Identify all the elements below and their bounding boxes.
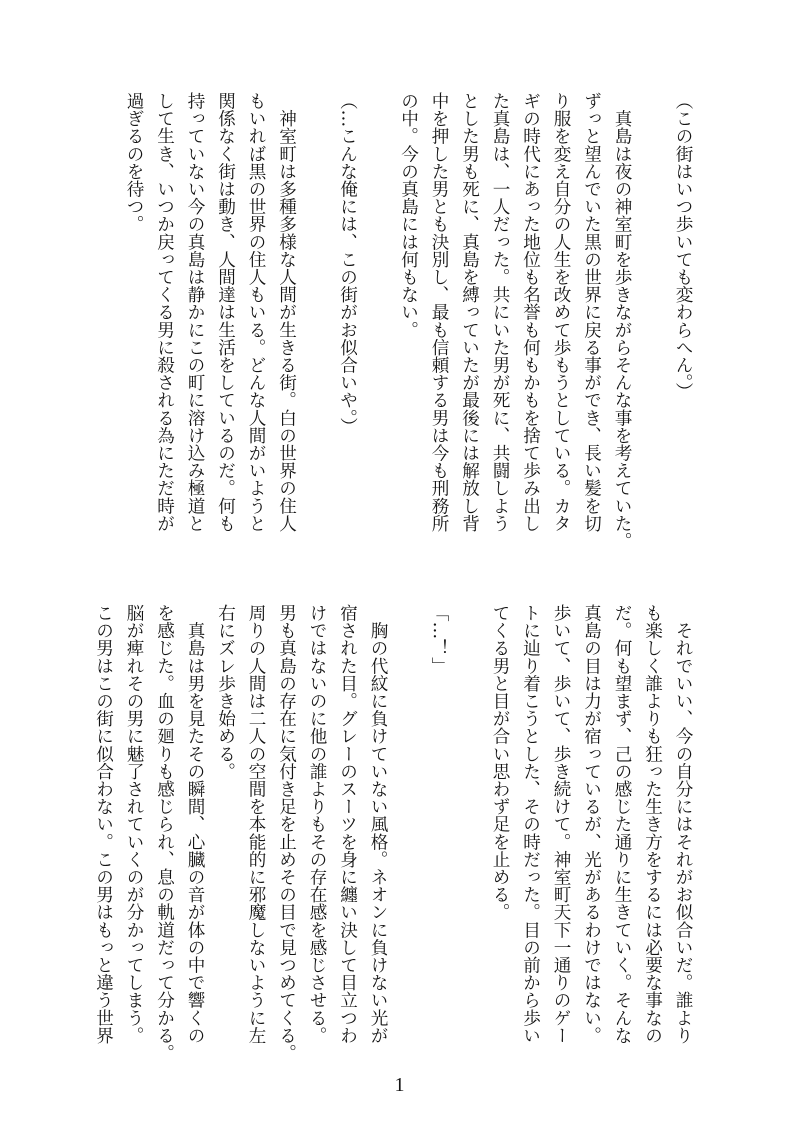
text-line: の中。今の真島には何もない。 bbox=[398, 92, 419, 339]
text-line: ギの時代にあった地位も名誉も何もかもを捨て歩み出し bbox=[520, 92, 541, 532]
upper-tier bbox=[88, 92, 698, 550]
text-line: 過ぎるのを待つ。 bbox=[124, 92, 144, 233]
dialogue-line: 「…！」 bbox=[429, 604, 449, 675]
inner-monologue: （この街はいつ歩いても変わらへん。） bbox=[673, 92, 693, 400]
text-line: も楽しく誰よりも狂った生き方をするには必要な事なの bbox=[642, 604, 663, 1044]
text-line: を感じた。血の廻りも感じられ、息の軌道だって分かる。 bbox=[154, 604, 175, 1062]
paragraph bbox=[88, 604, 210, 1062]
text-line: 神室町は多種多様な人間が生きる街。白の世界の住人 bbox=[276, 92, 297, 532]
text-line: てくる男と目が合い思わず足を止める。 bbox=[490, 604, 510, 921]
page-number: 1 bbox=[394, 1074, 405, 1096]
text-line: ずっと望んでいた黒の世界に戻る事ができ、長い髪を切 bbox=[581, 92, 602, 532]
text-line: 関係なく街は動き、人間達は生活をしているのだ。何も bbox=[215, 92, 236, 532]
text-line: だ。何も望まず、己の感じた通りに生きていく。そんな bbox=[612, 604, 632, 1044]
text-line: 脳が痺れその男に魅了されていくのが分かってしまう。 bbox=[124, 604, 144, 1044]
paragraph bbox=[210, 604, 393, 1062]
text-line: 右にズレ歩き始める。 bbox=[215, 604, 236, 780]
text-line: 胸の代紋に負けていない風格。ネオンに負けない光が bbox=[368, 604, 388, 1044]
text-line: 真島の目は力が宿っているが、光があるわけではない。 bbox=[581, 604, 602, 1044]
text-line: 真島は男を見たその瞬間、心臓の音が体の中で響くの bbox=[185, 604, 205, 1044]
text-line: 持っていない今の真島は静かにこの町に溶け込み極道と bbox=[185, 92, 205, 532]
paragraph bbox=[119, 92, 302, 532]
text-line: それでいい、今の自分にはそれがお似合いだ。誰より bbox=[673, 604, 693, 1044]
text-line: けではないのに他の誰よりもその存在感を感じさせる。 bbox=[307, 604, 327, 1044]
blank-line bbox=[637, 92, 668, 532]
lower-tier bbox=[88, 604, 698, 1062]
paragraph bbox=[485, 604, 699, 1044]
text-line: り服を変え自分の人生を改めて歩もうとしている。カタ bbox=[551, 92, 571, 532]
text-line: 男も真島の存在に気付き足を止めその目で見つめてくる。 bbox=[276, 604, 297, 1062]
text-line: 周りの人間は二人の空間を本能的に邪魔しないように左 bbox=[246, 604, 266, 1044]
text-line: た真島は、一人だった。共にいた男が死に、共闘しよう bbox=[490, 92, 510, 532]
text-line: 中を押した男とも決別し、最も信頼する男は今も刑務所 bbox=[429, 92, 449, 532]
blank-line bbox=[302, 92, 333, 532]
inner-monologue: （…こんな俺には、この街がお似合いや。） bbox=[337, 92, 358, 436]
blank-line bbox=[393, 604, 424, 1044]
text-line: もいれば黒の世界の住人もいる。どんな人間がいようと bbox=[246, 92, 266, 532]
text-line: 宿された目。グレーのスーツを身に纏い決して目立つわ bbox=[337, 604, 358, 1044]
blank-line bbox=[363, 92, 394, 532]
text-line: 真島は夜の神室町を歩きながらそんな事を考えていた。 bbox=[612, 92, 632, 550]
text-line: 歩いて、歩いて、歩き続けて。神室町天下一通りのゲー bbox=[551, 604, 571, 1044]
blank-line bbox=[454, 604, 485, 1044]
paragraph bbox=[393, 92, 637, 550]
text-line: とした男も死に、真島を縛っていたが最後には解放し背 bbox=[459, 92, 480, 532]
text-line: して生き、いつか戻ってくる男に殺される為にただ時が bbox=[154, 92, 175, 532]
text-line: この男はこの街に似合わない。この男はもっと違う世界 bbox=[93, 604, 114, 1044]
text-line: トに辿り着こうとした、その時だった。目の前から歩い bbox=[520, 604, 541, 1044]
